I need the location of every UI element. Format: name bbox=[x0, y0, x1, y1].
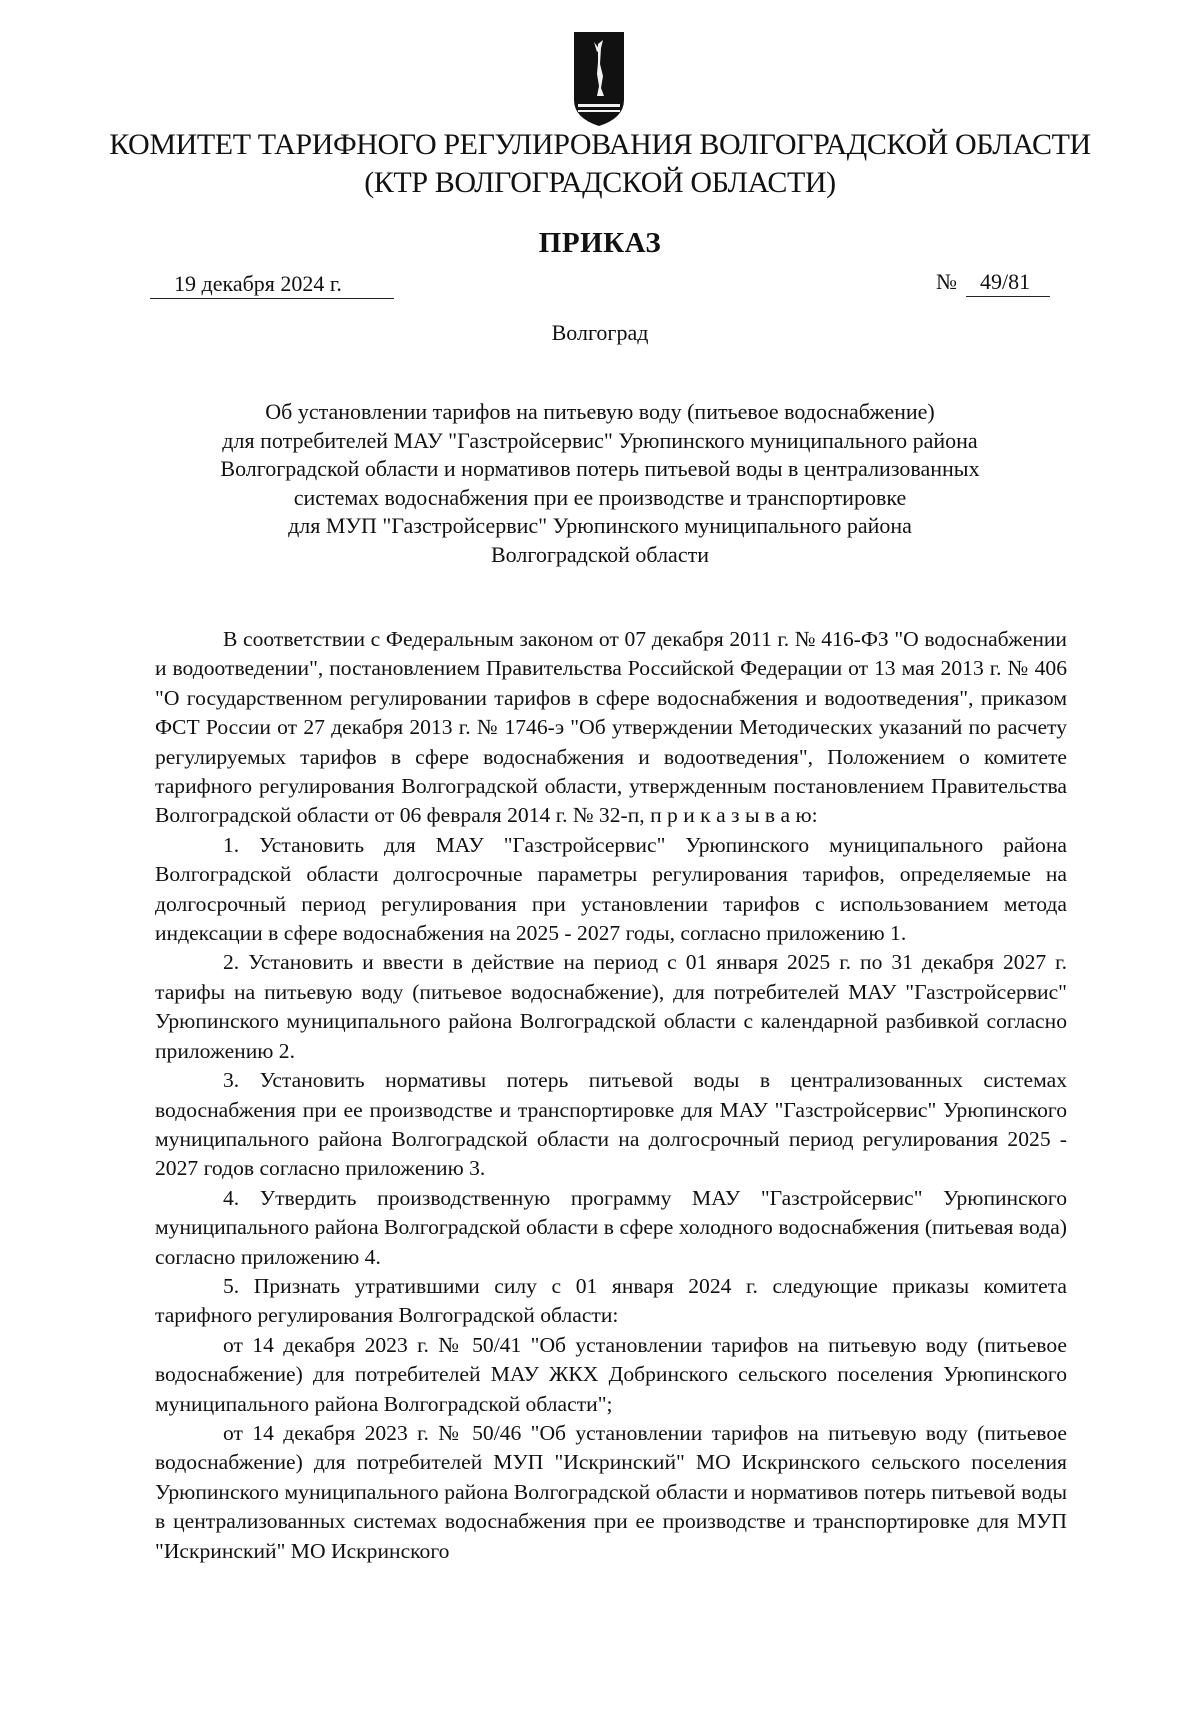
document-body bbox=[155, 625, 1067, 1566]
order-item-5: 5. Признать утратившими силу с 01 января 2024 г. следующие приказы комитета тарифного регулирования Волгоградской области: bbox=[155, 1273, 1067, 1328]
document-type: ПРИКАЗ bbox=[538, 227, 662, 259]
repealed-order-1: от 14 декабря 2023 г. № 50/41 "Об установлении тарифов на питьевую воду (питьевое водоснабжение) для потребителей МАУ ЖКХ Добринского сельского поселения Урюпинского муниципального района Волгоградской области"; bbox=[155, 1332, 1067, 1416]
preamble-paragraph: В соответствии с Федеральным законом от 07 декабря 2011 г. № 416-ФЗ "О водоснабжении и водоотведении", постановлением Правительства Российской Федерации от 13 мая 2013 г. № 406 "О государственном регулировании тарифов в сфере водоснабжения и водоотведения", приказом ФСТ России от 27 декабря 2013 г. № 1746-э "Об утверждении Методических указаний по расчету регулируемых тарифов в сфере водоснабжения и водоотведения", Положением о комитете тарифного регулирования Волгоградской области, утвержденным постановлением Правительства Волгоградской области от 06 февраля 2014 г. № 32-п, п р и к а з ы в а ю: bbox=[155, 627, 1067, 828]
document-number bbox=[936, 268, 1056, 297]
subject-line: Об установлении тарифов на питьевую воду (питьевое водоснабжение) bbox=[265, 399, 935, 424]
order-item-3: 3. Установить нормативы потерь питьевой воды в централизованных системах водоснабжения при ее производстве и транспортировке для МАУ "Газстройсервис" Урюпинского муниципального района Волгоградской области на долгосрочный период регулирования 2025 - 2027 годов согласно приложению 3. bbox=[155, 1068, 1067, 1181]
order-item-1: 1. Установить для МАУ "Газстройсервис" Урюпинского муниципального района Волгоградской области долгосрочные параметры регулирования тарифов, определяемые на долгосрочный период регулирования при установлении тарифов с использованием метода индексации в сфере водоснабжения на 2025 - 2027 годы, согласно приложению 1. bbox=[155, 832, 1067, 946]
document-subject bbox=[150, 398, 1050, 569]
subject-line: Волгоградской области bbox=[491, 541, 709, 567]
subject-line: системах водоснабжения при ее производстве и транспортировке bbox=[293, 484, 907, 510]
volgograd-coat-of-arms-icon bbox=[570, 30, 628, 128]
number-sign: № bbox=[936, 269, 957, 294]
document-city: Волгоград bbox=[551, 320, 649, 345]
organization-name-line2: (КТР ВОЛГОГРАДСКОЙ ОБЛАСТИ) bbox=[364, 166, 836, 199]
subject-line: Волгоградской области и нормативов потерь питьевой воды в централизованных bbox=[220, 456, 980, 481]
number-value: 49/81 bbox=[966, 268, 1050, 297]
organization-name bbox=[100, 126, 1100, 202]
organization-name-line1: КОМИТЕТ ТАРИФНОГО РЕГУЛИРОВАНИЯ ВОЛГОГРАДСКОЙ ОБЛАСТИ bbox=[109, 128, 1091, 161]
repealed-order-2: от 14 декабря 2023 г. № 50/46 "Об установлении тарифов на питьевую воду (питьевое водоснабжение) для потребителей МУП "Искринский" МО Искринского сельского поселения Урюпинского муниципального района Волгоградской области и нормативов потерь питьевой воды в централизованных системах водоснабжения при ее производстве и транспортировке для МУП "Искринский" МО Искринского bbox=[155, 1420, 1067, 1563]
subject-line: для МУП "Газстройсервис" Урюпинского муниципального района bbox=[288, 513, 912, 538]
order-item-2: 2. Установить и ввести в действие на период с 01 января 2025 г. по 31 декабря 2027 г. тарифы на питьевую воду (питьевое водоснабжение), для потребителей МАУ "Газстройсервис" Урюпинского муниципального района Волгоградской области с календарной разбивкой согласно приложению 2. bbox=[155, 950, 1067, 1063]
order-item-4: 4. Утвердить производственную программу МАУ "Газстройсервис" Урюпинского муниципального района Волгоградской области в сфере холодного водоснабжения (питьевая вода) согласно приложению 4. bbox=[155, 1185, 1067, 1269]
subject-line: для потребителей МАУ "Газстройсервис" Урюпинского муниципального района bbox=[222, 427, 978, 453]
document-date: 19 декабря 2024 г. bbox=[150, 270, 394, 299]
